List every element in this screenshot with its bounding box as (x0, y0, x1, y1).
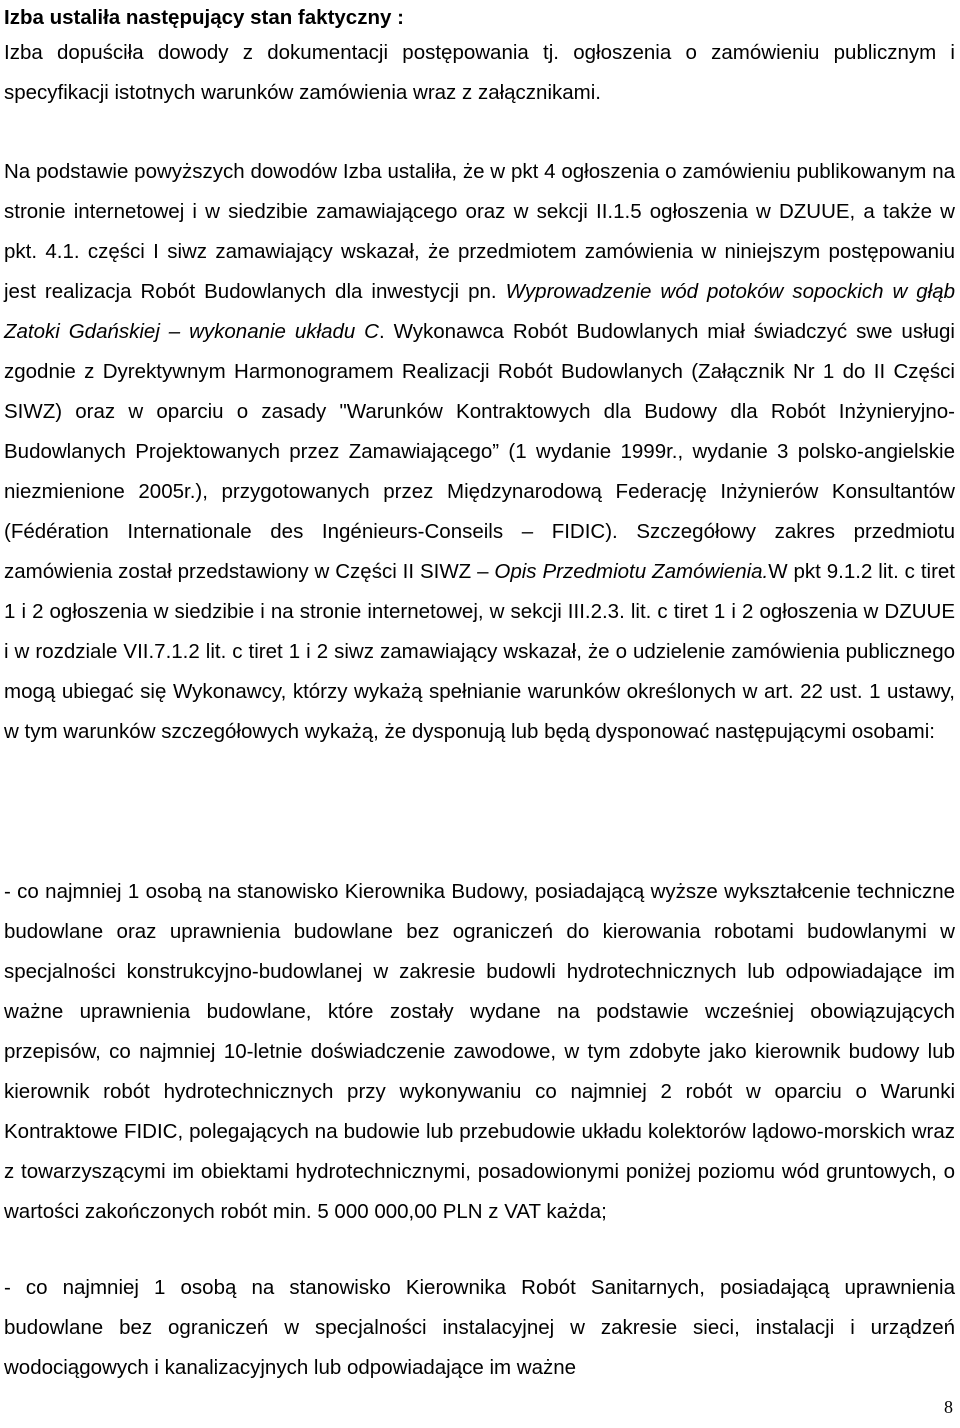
document-title-reference: Opis Przedmiotu Zamówienia. (494, 560, 769, 583)
paragraph-findings (4, 152, 955, 752)
requirement-site-manager: - co najmniej 1 osobą na stanowisko Kierownika Budowy, posiadającą wyższe wykształcenie techniczne budowlane oraz uprawnienia budowlane bez ograniczeń do kierowania robotami budowlanymi w specjalności konstrukcyjno-budowlanej w zakresie budowli hydrotechnicznych lub odpowiadające im ważne uprawnienia budowlane, które zostały wydane na podstawie wcześniej obowiązujących przepisów, co najmniej 10-letnie doświadczenie zawodowe, w tym zdobyte jako kierownik budowy lub kierownik robót hydrotechnicznych przy wykonywaniu co najmniej 2 robót w oparciu o Warunki Kontraktowe FIDIC, polegających na budowie lub przebudowie układu kolektorów lądowo-morskich wraz z towarzyszącymi im obiektami hydrotechnicznymi, posadowionymi poniżej poziomu wód gruntowych, o wartości zakończonych robót min. 5 000 000,00 PLN z VAT każda; (4, 880, 955, 1223)
paragraph-findings-text-2: . Wykonawca Robót Budowlanych miał świadczyć swe usługi zgodnie z Dyrektywnym Harmonogramem Realizacji Robót Budowlanych (Załącznik Nr 1 do II Części SIWZ) oraz w oparciu o zasady "Warunków Kontraktowych dla Budowy dla Robót Inżynieryjno-Budowlanych Projektowanych przez Zamawiającego” (1 wydanie 1999r., wydanie 3 polsko-angielskie niezmienione 2005r.), przygotowanych przez Międzynarodową Federację Inżynierów Konsultantów (Fédération Internationale des Ingénieurs-Conseils – FIDIC). Szczegółowy zakres przedmiotu zamówienia został przedstawiony w Części II SIWZ – (4, 320, 955, 583)
paragraph-findings-text-3: W pkt 9.1.2 lit. c tiret 1 i 2 ogłoszenia w siedzibie i na stronie internetowej, w sekcji III.2.3. lit. c tiret 1 i 2 ogłoszenia w DZUUE i w rozdziale VII.7.1.2 lit. c tiret 1 i 2 siwz zamawiający wskazał, że o udzielenie zamówienia publicznego mogą ubiegać się Wykonawcy, którzy wykażą spełnianie warunków określonych w art. 22 ust. 1 ustawy, w tym warunków szczegółowych wykażą, że dysponują lub będą dysponować następującymi osobami: (4, 560, 955, 743)
section-heading: Izba ustaliła następujący stan faktyczny : (4, 6, 404, 29)
investment-name: Wyprowadzenie wód potoków sopockich w głąb Zatoki Gdańskiej – wykonanie układu C (4, 280, 955, 343)
paragraph-evidence: Izba dopuściła dowody z dokumentacji postępowania tj. ogłoszenia o zamówieniu publicznym i specyfikacji istotnych warunków zamówienia wraz z załącznikami. (4, 41, 955, 104)
requirement-sanitary-manager: - co najmniej 1 osobą na stanowisko Kierownika Robót Sanitarnych, posiadającą uprawnienia budowlane bez ograniczeń w specjalności instalacyjnej w zakresie sieci, instalacji i urządzeń wodociągowych i kanalizacyjnych lub odpowiadające im ważne (4, 1276, 955, 1379)
page-number: 8 (944, 1397, 953, 1417)
paragraph-findings-text-1: Na podstawie powyższych dowodów Izba ustaliła, że w pkt 4 ogłoszenia o zamówieniu publikowanym na stronie internetowej i w siedzibie zamawiającego oraz w sekcji II.1.5 ogłoszenia w DZUUE, a także w pkt. 4.1. części I siwz zamawiający wskazał, że przedmiotem zamówienia w niniejszym postępowaniu jest realizacja Robót Budowlanych dla inwestycji pn. (4, 160, 955, 303)
